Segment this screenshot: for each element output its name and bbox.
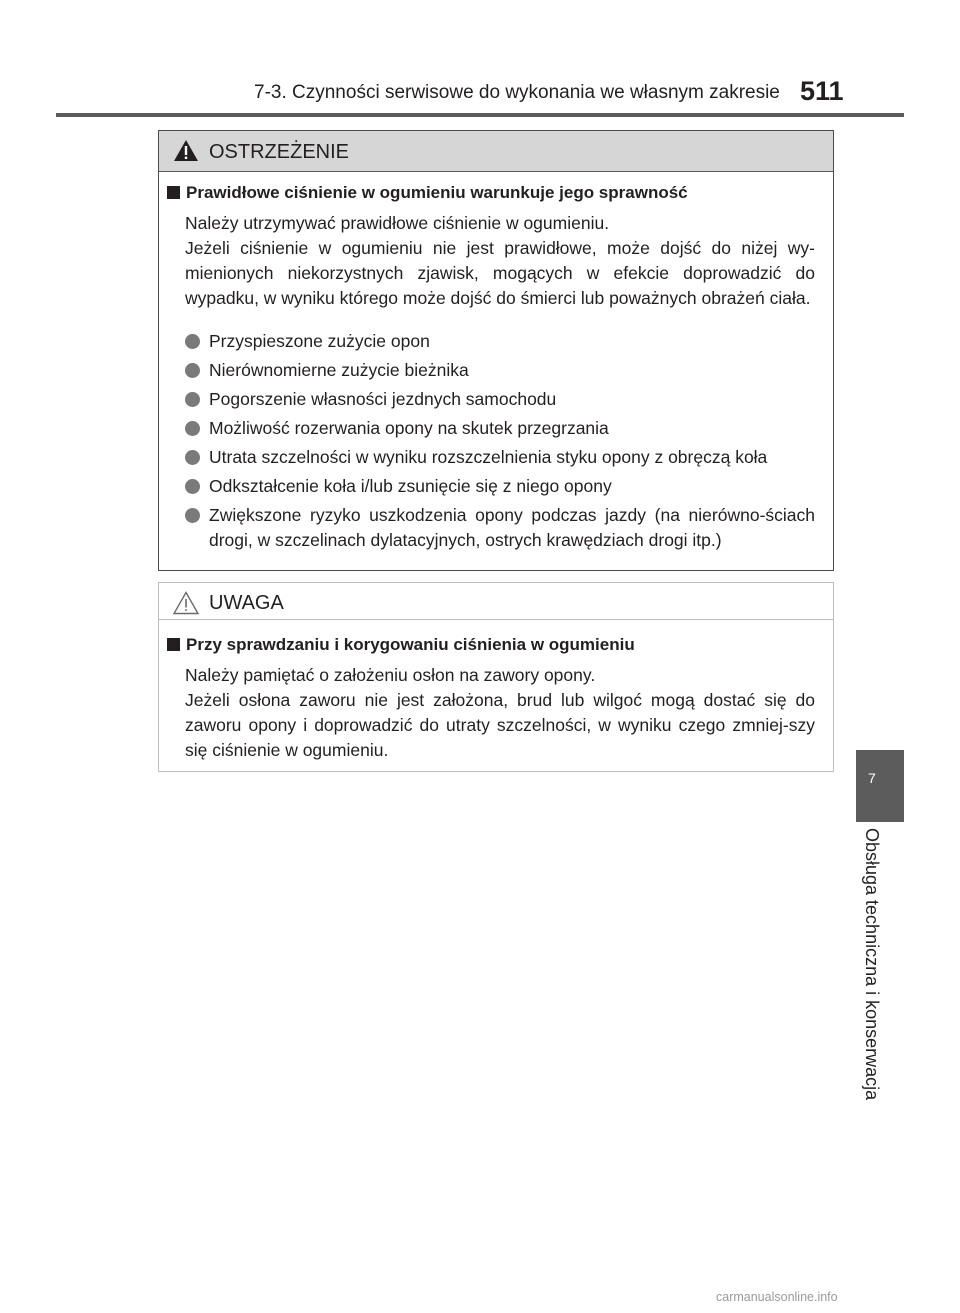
notice-section-heading-text: Przy sprawdzaniu i korygowaniu ciśnienia w ogumieniu xyxy=(186,635,635,654)
watermark: carmanualsonline.info xyxy=(716,1290,838,1304)
list-item: Odkształcenie koła i/lub zsunięcie się z niego opony xyxy=(185,474,815,499)
square-bullet-icon xyxy=(167,638,180,651)
list-item: Przyspieszone zużycie opon xyxy=(185,329,815,354)
list-item: Zwiększone ryzyko uszkodzenia opony podczas jazdy (na nierówno-ściach drogi, w szczelinach dylatacyjnych, ostrych krawędziach drogi itp.) xyxy=(185,503,815,553)
round-bullet-icon xyxy=(185,363,200,378)
round-bullet-icon xyxy=(185,421,200,436)
warning-triangle-outline-icon xyxy=(173,591,199,620)
round-bullet-icon xyxy=(185,334,200,349)
list-item: Możliwość rozerwania opony na skutek przegrzania xyxy=(185,416,815,441)
list-item: Nierównomierne zużycie bieżnika xyxy=(185,358,815,383)
round-bullet-icon xyxy=(185,392,200,407)
warning-section-heading xyxy=(167,183,688,203)
notice-body: Jeżeli osłona zaworu nie jest założona, brud lub wilgoć mogą dostać się do zaworu opony i doprowadzić do utraty szczelności, w wyniku czego zmniej-szy się ciśnienie w ogumieniu. xyxy=(185,690,815,760)
warning-intro: Należy utrzymywać prawidłowe ciśnienie w ogumieniu. xyxy=(185,213,610,233)
notice-intro: Należy pamiętać o założeniu osłon na zawory opony. xyxy=(185,665,596,685)
chapter-tab xyxy=(856,750,904,822)
round-bullet-icon xyxy=(185,450,200,465)
notice-box xyxy=(158,582,834,772)
chapter-label-text: Obsługa techniczna i konserwacja xyxy=(862,828,882,1101)
notice-section-heading xyxy=(167,635,635,655)
page-number: 511 xyxy=(800,76,844,106)
header-divider xyxy=(56,113,904,117)
list-item: Utrata szczelności w wyniku rozszczelnienia styku opony z obręczą koła xyxy=(185,445,815,470)
section-title: 7-3. Czynności serwisowe do wykonania we własnym zakresie xyxy=(254,82,780,103)
chapter-label xyxy=(852,828,892,1128)
warning-section-heading-text: Prawidłowe ciśnienie w ogumieniu warunkuje jego sprawność xyxy=(186,183,688,202)
round-bullet-icon xyxy=(185,479,200,494)
square-bullet-icon xyxy=(167,186,180,199)
warning-box xyxy=(158,130,834,571)
list-item: Pogorszenie własności jezdnych samochodu xyxy=(185,387,815,412)
notice-box-header xyxy=(159,583,833,620)
page-header xyxy=(0,0,960,118)
warning-box-title: OSTRZEŻENIE xyxy=(209,141,350,163)
warning-box-header xyxy=(159,131,833,172)
round-bullet-icon xyxy=(185,508,200,523)
notice-box-title: UWAGA xyxy=(209,592,284,614)
warning-body: Jeżeli ciśnienie w ogumieniu nie jest prawidłowe, może dojść do niżej wy-mienionych niekorzystnych zjawisk, mogących w efekcie doprowadzić do wypadku, w wyniku którego może dojść do śmierci lub poważnych obrażeń ciała. xyxy=(185,238,815,308)
chapter-number: 7 xyxy=(868,770,876,786)
warning-triangle-filled-icon xyxy=(173,139,199,167)
warning-bullet-list xyxy=(185,329,815,557)
